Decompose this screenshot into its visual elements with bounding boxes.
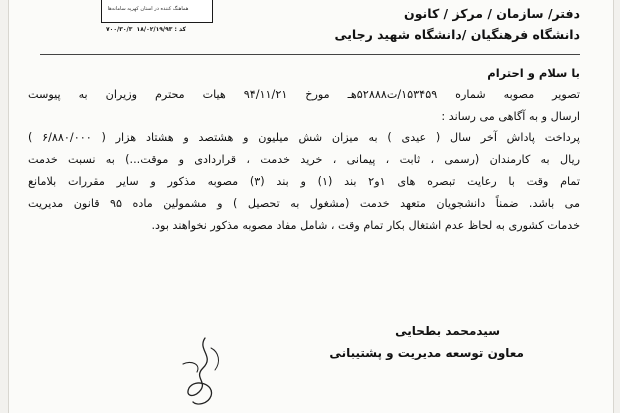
header-line-1: دفتر/ سازمان / مرکز / کانون (404, 6, 580, 21)
header-line-2: دانشگاه فرهنگیان /دانشگاه شهید رجایی (334, 27, 580, 42)
stamp-caption: هماهنگ کننده در استان کهرپه سامانه‌ها (107, 6, 189, 12)
body-line-3: پرداخت پاداش آخر سال ( عیدی ) به میزان شش میلیون و هشتصد و هشتاد هزار ( ۶/۸۸۰/۰۰۰ ) (28, 131, 580, 144)
greeting: با سلام و احترام (487, 66, 580, 80)
handwritten-signature (175, 334, 230, 409)
stamp-ref: کد : ۱۸/۰۲/۱۹/۹۳ (136, 26, 186, 33)
body-line-5: تمام وقت با رعایت تبصره های ۱و۲ بند (۱) و بند (۳) مصوبه مذکور و سایر مقررات بلامانع (28, 175, 581, 188)
body-line-1: تصویر مصوبه شماره ۱۵۳۴۵۹/ت۵۲۸۸۸هـ مورخ ۹۴/۱۱/۲۱ هیات محترم وزیران به پیوست (28, 88, 581, 101)
header-divider (40, 54, 580, 55)
body-line-7: خدمات کشوری به لحاظ عدم اشتغال بکار تمام وقت ، شامل مفاد مصوبه مذکور نخواهند بود. (151, 219, 580, 232)
body-line-4: ریال به کارمندان (رسمی ، ثابت ، پیمانی ، خرید خدمت ، قراردادی و موقت...) به نسبت خدمت (28, 153, 580, 166)
stamp-date: ۷۰۰/۳۰/۳ (106, 26, 133, 33)
body-line-6: می باشد. ضمناً دانشجویان متعهد خدمت (مشغول به تحصیل ) و مشمولین ماده ۹۵ قانون مدیریت (28, 197, 581, 210)
body-line-2: ارسال و به آگاهی می رساند : (441, 110, 580, 123)
stamp-reference (106, 26, 186, 33)
signatory-name: سیدمحمد بطحایی (395, 324, 500, 338)
signatory-title: معاون توسعه مدیریت و پشتیبانی (329, 346, 524, 360)
